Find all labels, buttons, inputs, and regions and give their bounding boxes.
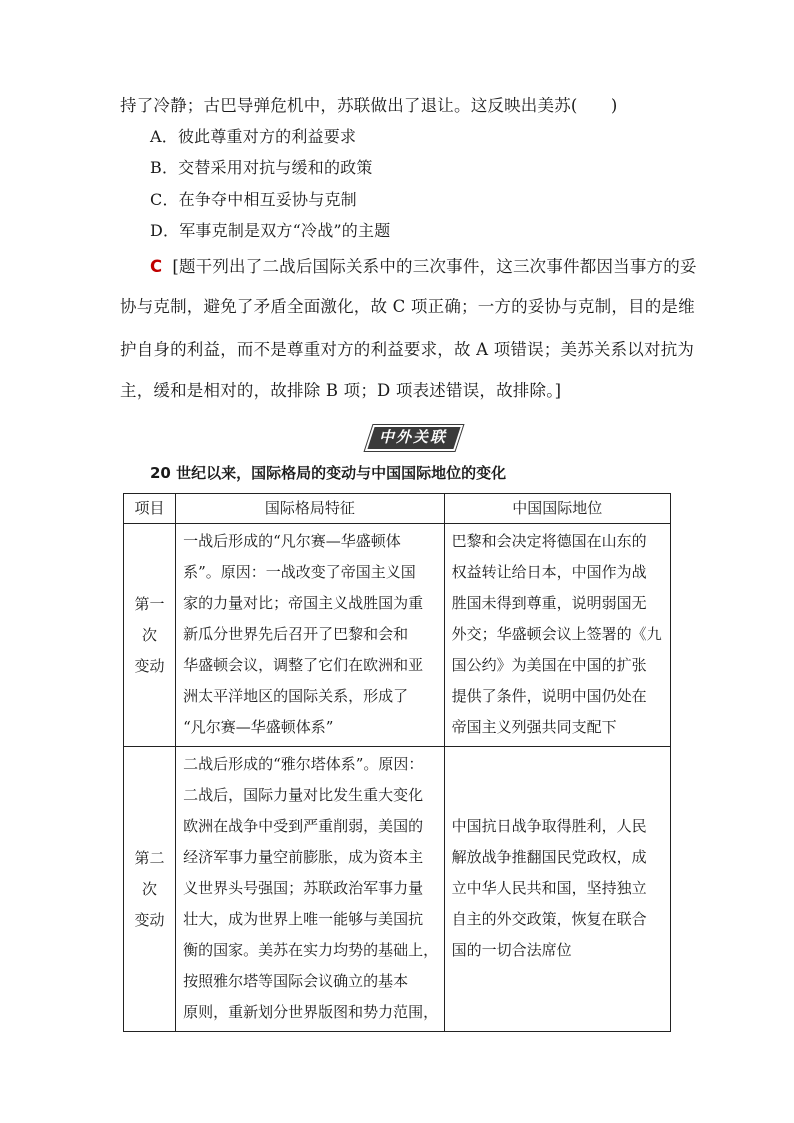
pattern-line: 按照雅尔塔等国际会议确立的基本 bbox=[183, 972, 409, 990]
status-line: 解放战争推翻国民党政权，成 bbox=[451, 848, 647, 866]
row-label-part: 第一 bbox=[134, 594, 165, 613]
status-line: 帝国主义列强共同支配下 bbox=[451, 718, 617, 736]
pattern-line: 原则，重新划分世界版图和势力范围， bbox=[183, 1003, 439, 1021]
option-c: C．在争夺中相互妥协与克制 bbox=[150, 190, 357, 209]
option-a: A．彼此尊重对方的利益要求 bbox=[150, 127, 357, 146]
status-line: 国公约》为美国在中国的扩张 bbox=[451, 656, 647, 674]
pattern-line: 欧洲在战争中受到严重削弱，美国的 bbox=[183, 817, 424, 835]
pattern-line: 华盛顿会议，调整了它们在欧洲和亚 bbox=[183, 656, 424, 674]
status-line: 国的一切合法席位 bbox=[451, 941, 572, 959]
row-label-part: 次 bbox=[142, 879, 158, 898]
answer-line-1 bbox=[150, 255, 697, 279]
pattern-line: 二战后，国际力量对比发生重大变化 bbox=[183, 786, 424, 804]
pattern-line: 新瓜分世界先后召开了巴黎和会和 bbox=[183, 625, 409, 643]
section-badge-label: 中外关联 bbox=[378, 428, 447, 446]
question-stem: 持了冷静；古巴导弹危机中，苏联做出了退让。这反映出美苏( ) bbox=[120, 96, 618, 115]
option-b: B．交替采用对抗与缓和的政策 bbox=[150, 158, 373, 177]
status-line: 自主的外交政策，恢复在联合 bbox=[451, 910, 647, 928]
pattern-line: 衡的国家。美苏在实力均势的基础上， bbox=[183, 941, 439, 959]
pattern-line: “凡尔赛—华盛顿体系” bbox=[183, 718, 334, 736]
row-label-part: 变动 bbox=[134, 656, 165, 675]
table-row bbox=[124, 747, 671, 1032]
pattern-line: 壮大，成为世界上唯一能够与美国抗 bbox=[183, 910, 424, 928]
header-pattern: 国际格局特征 bbox=[176, 494, 444, 524]
header-item: 项目 bbox=[124, 494, 176, 524]
header-status: 中国国际地位 bbox=[444, 494, 670, 524]
answer-line-3: 护自身的利益，而不是尊重对方的利益要求，故 A 项错误；美苏关系以对抗为 bbox=[120, 340, 695, 359]
pattern-line: 义世界头号强国；苏联政治军事力量 bbox=[183, 879, 424, 897]
row-label-part: 第二 bbox=[134, 848, 165, 867]
status-line: 胜国未得到尊重，说明弱国无 bbox=[451, 594, 647, 612]
row-label bbox=[124, 589, 175, 682]
pattern-line: 一战后形成的“凡尔赛—华盛顿体 bbox=[183, 532, 401, 550]
status-line: 巴黎和会决定将德国在山东的 bbox=[451, 532, 647, 550]
status-line: 立中华人民共和国，坚持独立 bbox=[451, 879, 647, 897]
row-label-cell bbox=[124, 524, 176, 747]
answer-text-1: [题干列出了二战后国际关系中的三次事件，这三次事件都因当事方的妥 bbox=[172, 257, 697, 276]
pattern-cell bbox=[176, 747, 444, 1032]
pattern-line: 洲太平洋地区的国际关系，形成了 bbox=[183, 687, 409, 705]
status-cell bbox=[444, 524, 670, 747]
pattern-line: 经济军事力量空前膨胀，成为资本主 bbox=[183, 848, 424, 866]
status-line: 中国抗日战争取得胜利，人民 bbox=[451, 817, 647, 835]
pattern-line: 二战后形成的“雅尔塔体系”。原因： bbox=[183, 755, 424, 773]
row-label-part: 变动 bbox=[134, 910, 165, 929]
table-title: 20 世纪以来，国际格局的变动与中国国际地位的变化 bbox=[150, 464, 507, 482]
pattern-line: 家的力量对比；帝国主义战胜国为重 bbox=[183, 594, 424, 612]
answer-line-4: 主，缓和是相对的，故排除 B 项；D 项表述错误，故排除。] bbox=[120, 381, 562, 400]
status-line: 权益转让给日本，中国作为战 bbox=[451, 563, 647, 581]
pattern-cell bbox=[176, 524, 444, 747]
pattern-line: 系”。原因：一战改变了帝国主义国 bbox=[183, 563, 416, 581]
option-d: D．军事克制是双方“冷战”的主题 bbox=[150, 221, 391, 240]
status-line: 提供了条件，说明中国仍处在 bbox=[451, 687, 647, 705]
table-header-row bbox=[124, 494, 671, 524]
row-label-part: 次 bbox=[142, 625, 158, 644]
answer-line-2: 协与克制，避免了矛盾全面激化，故 C 项正确；一方的妥协与克制，目的是维 bbox=[120, 297, 695, 316]
table-row bbox=[124, 524, 671, 747]
status-cell bbox=[444, 747, 670, 1032]
row-label bbox=[124, 843, 175, 936]
comparison-table bbox=[123, 493, 671, 1032]
row-label-cell bbox=[124, 747, 176, 1032]
section-badge bbox=[363, 421, 463, 451]
answer-letter: C bbox=[150, 257, 163, 276]
status-line: 外交；华盛顿会议上签署的《九 bbox=[451, 625, 662, 643]
